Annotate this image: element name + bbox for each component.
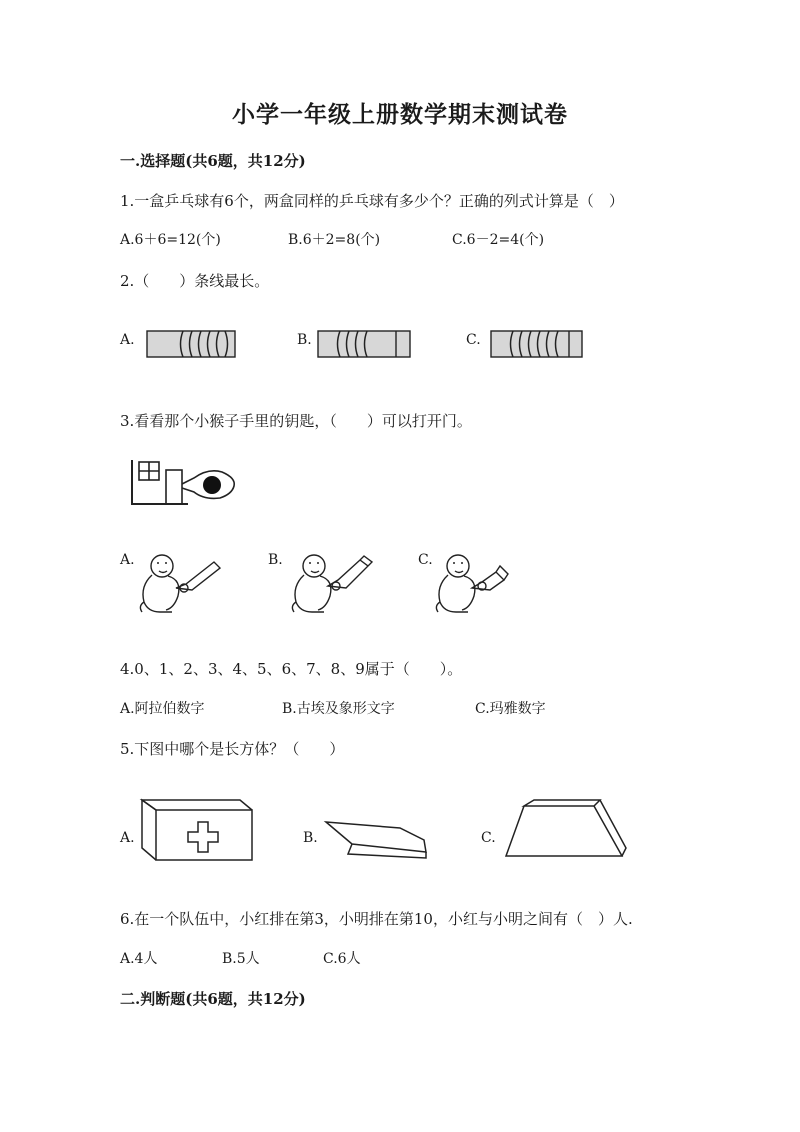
question-4-option-c: C.玛雅数字 [475, 701, 546, 717]
coil-bar-a-figure [145, 328, 240, 362]
question-2-text: 2.（ ）条线最长。 [120, 272, 270, 290]
coil-bar-c-figure [489, 328, 587, 362]
question-5-label-c: C. [481, 830, 496, 846]
coil-bar-b-figure [316, 328, 414, 362]
page-title: 小学一年级上册数学期末测试卷 [232, 101, 568, 128]
door-lock-figure [128, 458, 243, 510]
question-2-label-c: C. [466, 332, 481, 348]
question-2-label-b: B. [297, 332, 312, 348]
question-3-text: 3.看看那个小猴子手里的钥匙，（ ）可以打开门。 [120, 412, 472, 430]
question-1-option-c: C.6－2=4(个) [452, 232, 545, 248]
question-5-label-b: B. [303, 830, 318, 846]
monkey-key-a-figure [138, 550, 223, 618]
question-3-label-a: A. [120, 552, 135, 568]
section-heading-judge: 二.判断题(共6题，共12分) [120, 990, 306, 1008]
question-5-label-a: A. [120, 830, 135, 846]
slanted-block-figure [324, 816, 429, 862]
medicine-box-figure [138, 798, 256, 864]
question-4-option-a: A.阿拉伯数字 [120, 701, 205, 717]
monkey-key-c-figure [434, 550, 519, 618]
monkey-key-b-figure [290, 550, 375, 618]
question-6-text: 6.在一个队伍中，小红排在第3，小明排在第10，小红与小明之间有（ ）人. [120, 910, 633, 928]
question-6-option-a: A.4人 [120, 951, 158, 967]
trapezoid-prism-figure [504, 798, 630, 862]
question-1-option-b: B.6＋2=8(个) [288, 232, 381, 248]
question-1-text: 1.一盒乒乓球有6个，两盒同样的乒乓球有多少个？正确的列式计算是（ ） [120, 192, 624, 210]
question-6-option-c: C.6人 [323, 951, 361, 967]
question-6-option-b: B.5人 [222, 951, 260, 967]
section-heading-choice: 一.选择题(共6题，共12分) [120, 152, 306, 170]
question-5-text: 5.下图中哪个是长方体？（ ） [120, 740, 345, 758]
question-3-label-b: B. [268, 552, 283, 568]
question-4-option-b: B.古埃及象形文字 [282, 701, 395, 717]
question-2-label-a: A. [120, 332, 135, 348]
question-1-option-a: A.6＋6=12(个) [120, 232, 221, 248]
question-4-text: 4.0、1、2、3、4、5、6、7、8、9属于（ ）。 [120, 660, 463, 678]
question-3-label-c: C. [418, 552, 433, 568]
